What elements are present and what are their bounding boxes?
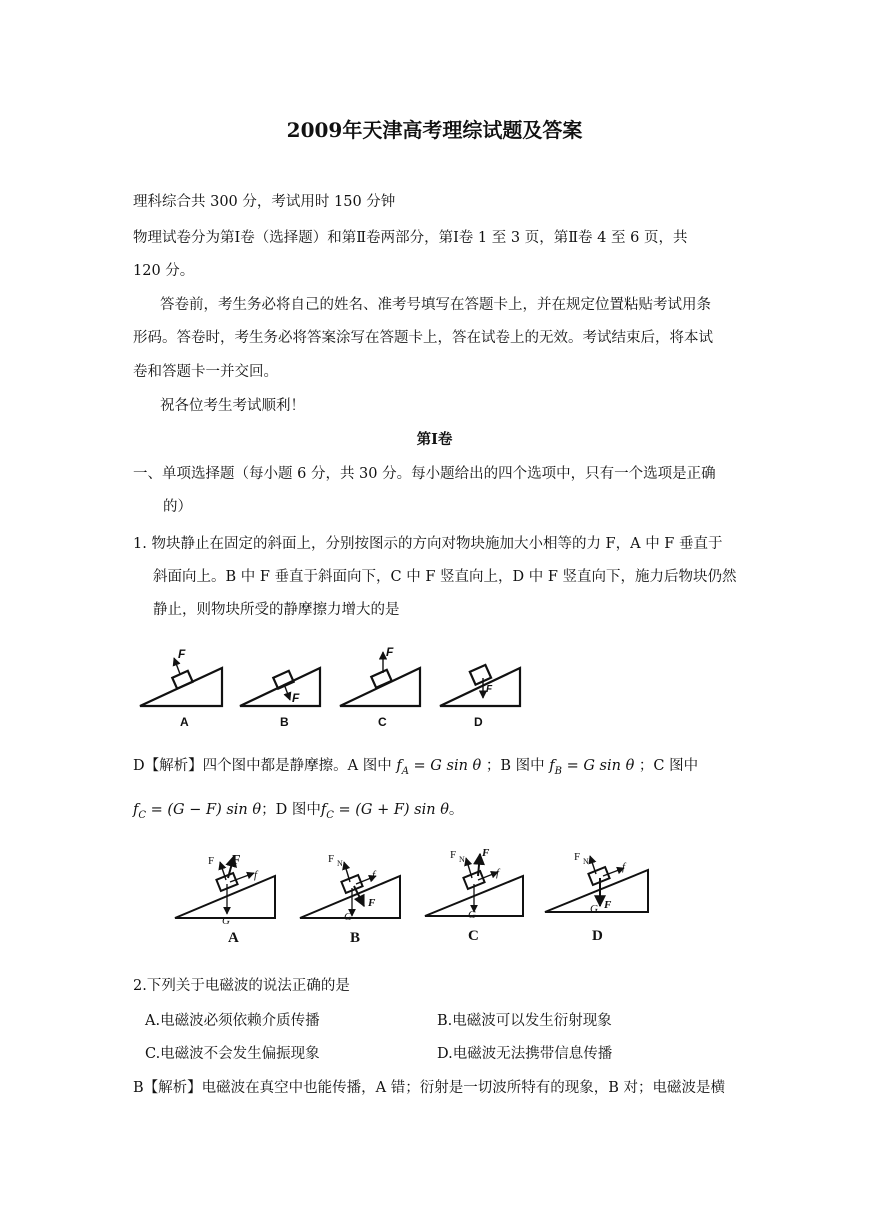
label-gravity-c: G (468, 909, 476, 921)
q1-analysis-line-2 (133, 800, 463, 826)
q2-option-c: C.电磁波不会发生偏振现象 (145, 1046, 320, 1062)
label-friction-c: f (496, 867, 500, 879)
q1-stem-line-2: 斜面向上。B 中 F 垂直于斜面向下，C 中 F 竖直向上，D 中 F 竖直向下，施力后物块仍然 (153, 569, 737, 585)
q1-analysis-c: ；C 图中 (638, 758, 699, 774)
q1-eq-f-d: f (320, 802, 327, 818)
section-heading: 第Ⅰ卷 (416, 431, 453, 448)
q1-stem-line-1: 1. 物块静止在固定的斜面上，分别按图示的方向对物块施加大小相等的力 F，A 中 F 垂直于 (133, 536, 723, 552)
q1-eq-sub-b: B (554, 765, 562, 777)
q1-analysis-intro: D【解析】四个图中都是静摩擦。A 图中 (133, 758, 392, 774)
figure-label-b: B (280, 715, 289, 729)
page-title: 2009年天津高考理综试题及答案 (286, 118, 583, 142)
force-label-a: F (178, 647, 186, 661)
label-gravity-d: G (590, 903, 598, 915)
block-c (371, 670, 391, 688)
q1-incline-figures (130, 640, 540, 735)
intro-line-2b: 120 分。 (133, 263, 195, 279)
analysis-label-c: C (468, 928, 479, 944)
force-label-c: F (386, 645, 394, 659)
q1-analysis-end: 。 (448, 802, 464, 818)
analysis-label-d: D (592, 928, 603, 944)
intro-line-3a: 答卷前，考生务必将自己的姓名、准考号填写在答题卡上，并在规定位置粘贴考试用条 (160, 297, 711, 313)
q1-eq-f-b: f (549, 758, 555, 774)
q1-eq-f-c: f (133, 802, 139, 818)
q1-analysis-figure (150, 842, 670, 952)
q1-eq-sub-a: A (401, 765, 409, 777)
figure-label-c: C (378, 715, 387, 729)
q1-force-diagrams (150, 842, 670, 952)
block-b (273, 671, 293, 689)
label-force-c: F (482, 847, 490, 859)
q1-figure (130, 640, 540, 735)
force-label-d: F (486, 684, 493, 695)
section-instructions-b: 的） (163, 499, 192, 515)
q1-eq-sub-c: C (138, 809, 147, 821)
label-fn-sub-c: N (459, 855, 465, 864)
q1-eq-d-rhs: = (G + F) sin θ (333, 802, 449, 818)
q2-option-b: B.电磁波可以发生衍射现象 (437, 1013, 612, 1029)
q1-analysis-b: ；B 图中 (485, 758, 545, 774)
label-gravity-a: G (222, 915, 230, 927)
label-fn-c: F (450, 849, 457, 861)
label-gravity-b: G (344, 911, 352, 923)
q1-eq-b-rhs: = G sin θ (561, 758, 635, 774)
q2-stem: 2.下列关于电磁波的说法正确的是 (133, 978, 350, 994)
block-d (470, 665, 491, 685)
q1-analysis-d: ；D 图中 (261, 802, 321, 818)
label-fn-b: F (328, 853, 335, 865)
intro-line-1: 理科综合共 300 分，考试用时 150 分钟 (133, 194, 396, 210)
label-fn-sub-b: N (337, 859, 343, 868)
figure-label-d: D (474, 715, 483, 729)
label-force-d: F (604, 899, 612, 911)
label-friction-a: f (254, 869, 258, 881)
q1-analysis-line-1 (133, 756, 698, 782)
figure-label-a: A (180, 715, 189, 729)
label-force-b: F (368, 897, 376, 909)
block-a (172, 671, 192, 689)
label-force-a: F (232, 853, 241, 868)
q2-option-d: D.电磁波无法携带信息传播 (437, 1046, 613, 1062)
analysis-label-b: B (350, 930, 361, 946)
intro-line-2a: 物理试卷分为第Ⅰ卷（选择题）和第Ⅱ卷两部分，第Ⅰ卷 1 至 3 页，第Ⅱ卷 4 至 6 页，共 (133, 230, 688, 246)
q2-option-a: A.电磁波必须依赖介质传播 (145, 1013, 320, 1029)
label-fn-a: F (208, 855, 215, 867)
label-friction-b: f (372, 869, 376, 881)
analysis-incline-a (175, 876, 275, 918)
section-instructions-a: 一、单项选择题（每小题 6 分，共 30 分。每小题给出的四个选项中，只有一个选项是正确 (133, 466, 716, 482)
q1-eq-f: f (396, 758, 402, 774)
q1-eq-a-rhs: = G sin θ (408, 758, 482, 774)
q2-analysis: B【解析】电磁波在真空中也能传播，A 错；衍射是一切波所特有的现象，B 对；电磁波是横 (133, 1080, 725, 1096)
incline-d (440, 668, 520, 706)
q1-stem-line-3: 静止，则物块所受的静摩擦力增大的是 (153, 602, 400, 618)
force-label-b: F (292, 691, 300, 705)
intro-line-4: 祝各位考生考试顺利！ (160, 398, 305, 414)
label-friction-d: f (622, 861, 626, 873)
analysis-label-a: A (228, 930, 239, 946)
label-fn-d: F (574, 851, 581, 863)
intro-line-3c: 卷和答题卡一并交回。 (133, 364, 278, 380)
q1-eq-sub-d: C (326, 809, 334, 821)
intro-line-3b: 形码。答卷时，考生务必将答案涂写在答题卡上，答在试卷上的无效。考试结束后，将本试 (133, 330, 713, 346)
label-fn-sub-d: N (583, 857, 589, 866)
q1-eq-c-rhs: = (G − F) sin θ (146, 802, 262, 818)
